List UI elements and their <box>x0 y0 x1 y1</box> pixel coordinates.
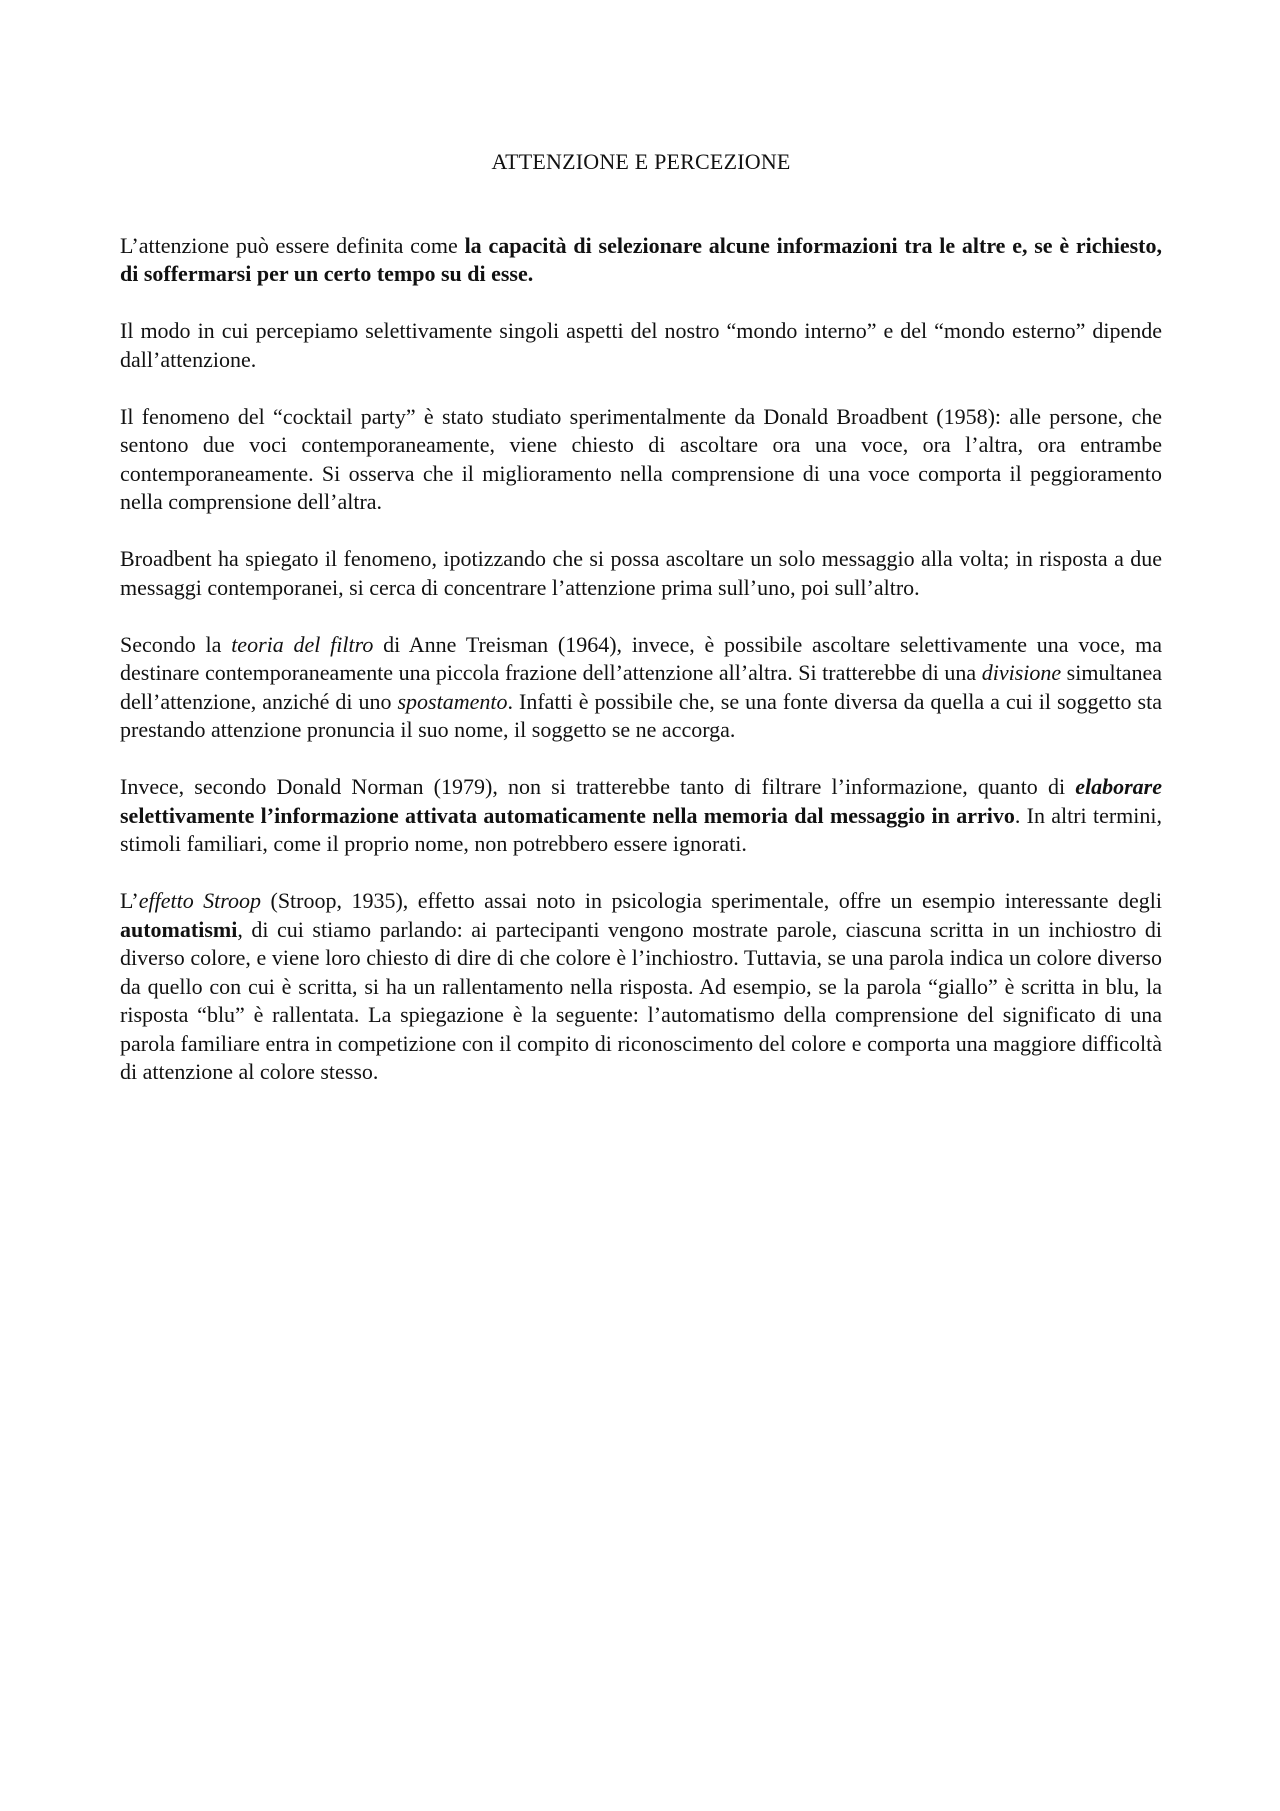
paragraph-percezione-selettiva <box>120 317 1162 374</box>
bold-italic-text: elaborare <box>1075 774 1162 799</box>
paragraph-norman <box>120 773 1162 859</box>
bold-segment: la capacità di selezionare alcune informazioni tra le altre e, se è richiesto, di soffermarsi per un certo tempo su di esse. <box>120 232 1163 286</box>
text-segment: Secondo la <box>120 631 232 657</box>
document-body <box>120 148 1162 1115</box>
text-segment: di Anne Treisman (1964), invece, è possibile ascoltare selettivamente una voce, ma destinare contemporaneamente una piccola frazione dell’attenzione all’altra. Si tratterebbe di una <box>120 631 1162 685</box>
text-segment: (Stroop, 1935), effetto assai noto in psicologia sperimentale, offre un esempio interessante degli <box>261 888 1162 913</box>
text-segment: Broadbent ha spiegato il fenomeno, ipotizzando che si possa ascoltare un solo messaggio alla volta; in risposta a due messaggi contemporanei, si cerca di concentrare l’attenzione prima sull’uno, poi sull’altro. <box>120 546 1162 600</box>
text-segment: Il fenomeno del “cocktail party” è stato studiato sperimentalmente da Donald Broadbent (1958): alle persone, che sentono due voci contemporaneamente, viene chiesto di ascoltare ora una voce, ora l’altra, ora entrambe contemporaneamente. Si osserva che il miglioramento nella comprensione di una voce comporta il peggioramento nella comprensione dell’altra. <box>120 403 1162 514</box>
italic-segment: spostamento <box>397 688 508 714</box>
paragraph-stroop <box>120 887 1162 1087</box>
bold-italic-segment <box>1075 774 1162 799</box>
paragraph-broadbent <box>120 545 1162 602</box>
paragraph-definizione <box>120 232 1162 289</box>
text-segment: Il modo in cui percepiamo selettivamente singoli aspetti del nostro “mondo interno” e del “mondo esterno” dipende dall’attenzione. <box>120 318 1162 372</box>
text-segment: . Infatti è possibile che, se una fonte diversa da quella a cui il soggetto sta prestando attenzione pronuncia il suo nome, il soggetto se ne accorga. <box>120 688 1162 742</box>
document-title: ATTENZIONE E PERCEZIONE <box>491 149 791 174</box>
text-segment: simultanea dell’attenzione, anziché di uno <box>120 660 1162 714</box>
italic-segment: teoria del filtro <box>231 631 374 657</box>
text-segment: , di cui stiamo parlando: ai partecipanti vengono mostrate parole, ciascuna scritta in un inchiostro di diverso colore, e viene loro chiesto di dire di che colore è l’inchiostro. Tuttavia, se una parola indica un colore diverso da quello con cui è scritta, si ha un rallentamento nella risposta. Ad esempio, se la parola “giallo” è scritta in blu, la risposta “blu” è rallentata. La spiegazione è la seguente: l’automatismo della comprensione del significato di una parola familiare entra in competizione con il compito di riconoscimento del colore e comporta una maggiore difficoltà di attenzione al colore stesso. <box>120 916 1162 1084</box>
bold-segment: automatismi <box>120 916 238 942</box>
text-segment: . In altri termini, stimoli familiari, come il proprio nome, non potrebbero essere ignorati. <box>120 802 1163 856</box>
paragraph-treisman <box>120 631 1162 745</box>
text-segment: L’ <box>120 888 139 913</box>
text-segment: Invece, secondo Donald Norman (1979), non si tratterebbe tanto di filtrare l’informazione, quanto di <box>120 774 1076 799</box>
italic-segment: effetto Stroop <box>138 888 262 913</box>
paragraph-cocktail-party <box>120 403 1162 517</box>
text-segment: L’attenzione può essere definita come <box>120 232 465 258</box>
bold-segment: selettivamente l’informazione attivata automaticamente nella memoria dal messaggio in arrivo <box>120 802 1015 828</box>
italic-segment: divisione <box>981 660 1062 685</box>
